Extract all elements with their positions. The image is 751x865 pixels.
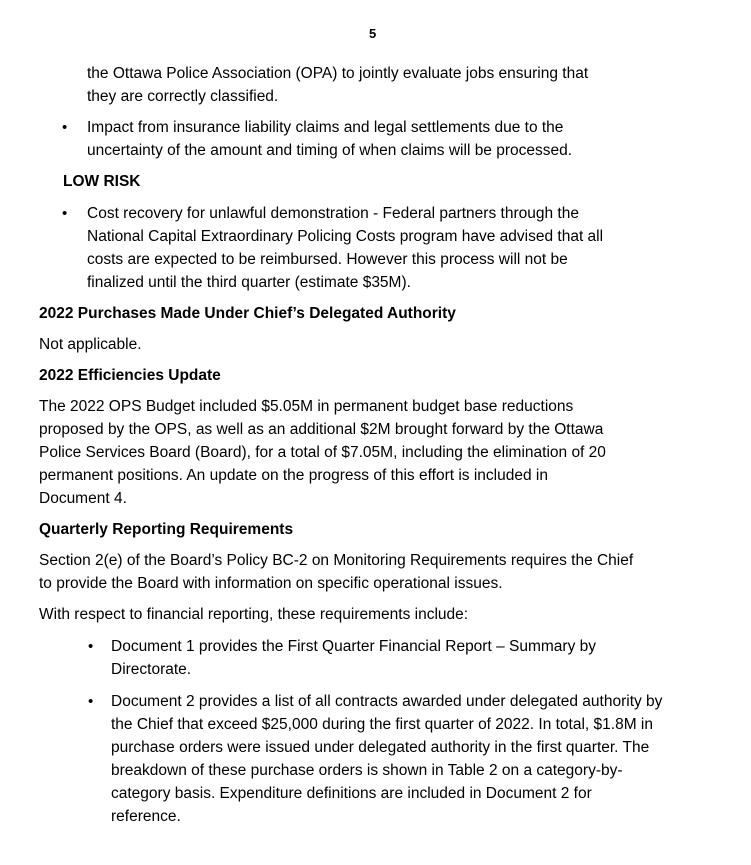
text-line: Document 4. [39,490,127,507]
text-line: they are correctly classified. [87,88,279,105]
purchases-heading: 2022 Purchases Made Under Chief’s Delegated Authority [39,305,456,322]
text-line: to provide the Board with information on specific operational issues. [39,575,503,592]
text-line: breakdown of these purchase orders is shown in Table 2 on a category-by- [111,762,623,779]
text-line: Directorate. [111,661,192,678]
bullet-icon: • [62,205,68,222]
text-line: purchase orders were issued under delegated authority in the first quarter. The [111,739,650,756]
text-line: the Ottawa Police Association (OPA) to jointly evaluate jobs ensuring that [87,65,589,82]
text-line: reference. [111,808,181,825]
text-line: Document 2 provides a list of all contracts awarded under delegated authority by [111,693,663,710]
bullet-icon: • [88,638,94,655]
quarterly-heading: Quarterly Reporting Requirements [39,521,294,538]
text-line: proposed by the OPS, as well as an additional $2M brought forward by the Ottawa [39,421,604,438]
bullet-icon: • [88,693,94,710]
low-risk-heading: LOW RISK [63,173,141,190]
text-line: uncertainty of the amount and timing of when claims will be processed. [87,142,573,159]
text-line: permanent positions. An update on the progress of this effort is included in [39,467,548,484]
page-number: 5 [369,26,377,41]
text-line: Impact from insurance liability claims and legal settlements due to the [87,119,564,136]
text-line: National Capital Extraordinary Policing Costs program have advised that all [87,228,604,245]
text-line: category basis. Expenditure definitions are included in Document 2 for [111,785,592,802]
text-line: Police Services Board (Board), for a total of $7.05M, including the elimination of 20 [39,444,606,461]
text-line: The 2022 OPS Budget included $5.05M in permanent budget base reductions [39,398,574,415]
text-line: finalized until the third quarter (estimate $35M). [87,274,411,291]
text-line: costs are expected to be reimbursed. However this process will not be [87,251,568,268]
quarterly-paragraph-2: With respect to financial reporting, these requirements include: [39,606,469,623]
text-line: Section 2(e) of the Board’s Policy BC-2 on Monitoring Requirements requires the Chief [39,552,634,569]
purchases-body: Not applicable. [39,336,142,353]
efficiencies-heading: 2022 Efficiencies Update [39,367,221,384]
text-line: Document 1 provides the First Quarter Financial Report – Summary by [111,638,596,655]
bullet-icon: • [62,119,68,136]
text-line: the Chief that exceed $25,000 during the first quarter of 2022. In total, $1.8M in [111,716,653,733]
text-line: Cost recovery for unlawful demonstration - Federal partners through the [87,205,579,222]
